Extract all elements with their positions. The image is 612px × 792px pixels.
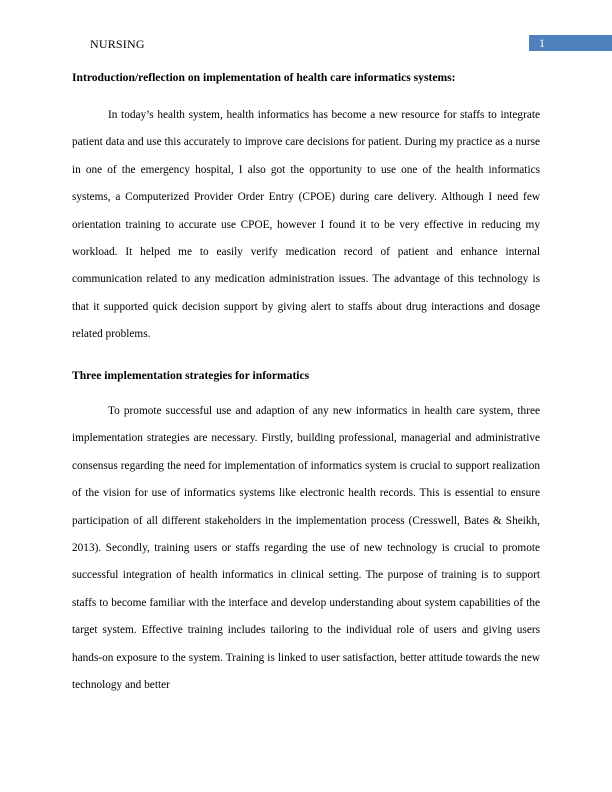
page-number: 1 <box>539 36 545 50</box>
paragraph-strategies: To promote successful use and adaption of any new informatics in health care system, three implementation strategies are necessary. Firstly, building professional, managerial and administrative consensus regarding the need for implementation of informatics system is crucial to support realization of the vision for use of informatics systems like electronic health records. This is essential to ensure participation of all different stakeholders in the implementation process (Cresswell, Bates & Sheikh, 2013). Secondly, training users or staffs regarding the use of new technology is crucial to promote successful integration of health informatics in clinical setting. The purpose of training is to support staffs to become familiar with the interface and develop understanding about system capabilities of the target system. Effective training includes tailoring to the individual role of users and giving users hands-on exposure to the system. Training is linked to user satisfaction, better attitude towards the new technology and better <box>72 405 540 692</box>
running-head: NURSING <box>90 37 145 51</box>
section-heading-strategies: Three implementation strategies for informatics <box>72 369 310 382</box>
section-heading-introduction: Introduction/reflection on implementation of health care informatics systems: <box>72 71 456 84</box>
paragraph-introduction: In today’s health system, health informatics has become a new resource for staffs to integrate patient data and use this accurately to improve care decisions for patient. During my practice as a nurse in one of the emergency hospital, I also got the opportunity to use one of the health informatics systems, a Computerized Provider Order Entry (CPOE) during care delivery. Although I need few orientation training to accurate use CPOE, however I found it to be very effective in reducing my workload. It helped me to easily verify medication record of patient and enhance internal communication related to any medication administration issues. The advantage of this technology is that it supported quick decision support by giving alert to staffs about drug interactions and dosage related problems. <box>72 109 540 341</box>
page-number-badge <box>529 35 612 51</box>
